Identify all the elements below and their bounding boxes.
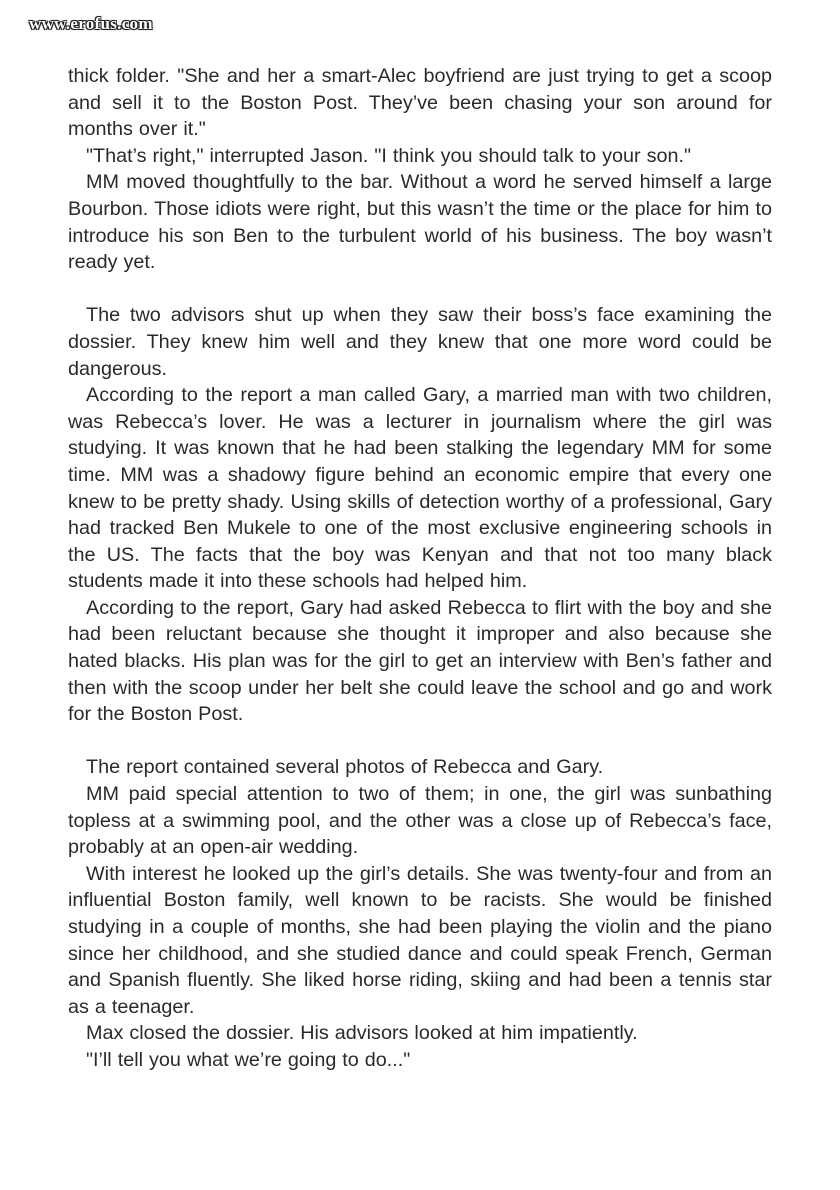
paragraph: The report contained several photos of Rebecca and Gary. <box>86 756 604 779</box>
paragraph: MM paid special attention to two of them; in one, the girl was sunbathing topless at a swimming pool, and the other was a close up of Rebecca’s face, probably at an open-air wedding. <box>68 783 772 859</box>
page-text-body <box>68 63 772 1074</box>
paragraph: The two advisors shut up when they saw their boss’s face examining the dossier. They knew him well and they knew that one more word could be dangerous. <box>68 304 772 380</box>
paragraph-gap <box>68 276 772 303</box>
paragraph: According to the report, Gary had asked Rebecca to flirt with the boy and she had been reluctant because she thought it improper and also because she hated blacks. His plan was for the girl to get an interview with Ben’s father and then with the scoop under her belt she could leave the school and go and work for the Boston Post. <box>68 596 772 726</box>
site-watermark: www.erofus.com <box>29 14 153 33</box>
paragraph: Max closed the dossier. His advisors looked at him impatiently. <box>86 1022 638 1045</box>
paragraph: MM moved thoughtfully to the bar. Without a word he served himself a large Bourbon. Those idiots were right, but this wasn’t the time or the place for him to introduce his son Ben to the turbulent world of his business. The boy wasn’t ready yet. <box>68 171 772 274</box>
paragraph: With interest he looked up the girl’s details. She was twenty-four and from an influential Boston family, well known to be racists. She would be finished studying in a couple of months, she had been playing the violin and the piano since her childhood, and she studied dance and could speak French, German and Spanish fluently. She liked horse riding, skiing and had been a tennis star as a teenager. <box>68 862 772 1018</box>
paragraph-gap <box>68 728 772 755</box>
paragraph: "I’ll tell you what we’re going to do..." <box>86 1048 411 1071</box>
paragraph: thick folder. "She and her a smart-Alec boyfriend are just trying to get a scoop and sell it to the Boston Post. They’ve been chasing your son around for months over it." <box>68 65 772 141</box>
paragraph: According to the report a man called Gary, a married man with two children, was Rebecca’s lover. He was a lecturer in journalism where the girl was studying. It was known that he had been stalking the legendary MM for some time. MM was a shadowy figure behind an economic empire that every one knew to be pretty shady. Using skills of detection worthy of a professional, Gary had tracked Ben Mukele to one of the most exclusive engineering schools in the US. The facts that the boy was Kenyan and that not too many black students made it into these schools had helped him. <box>68 384 772 593</box>
paragraph: "That’s right," interrupted Jason. "I think you should talk to your son." <box>86 144 691 167</box>
